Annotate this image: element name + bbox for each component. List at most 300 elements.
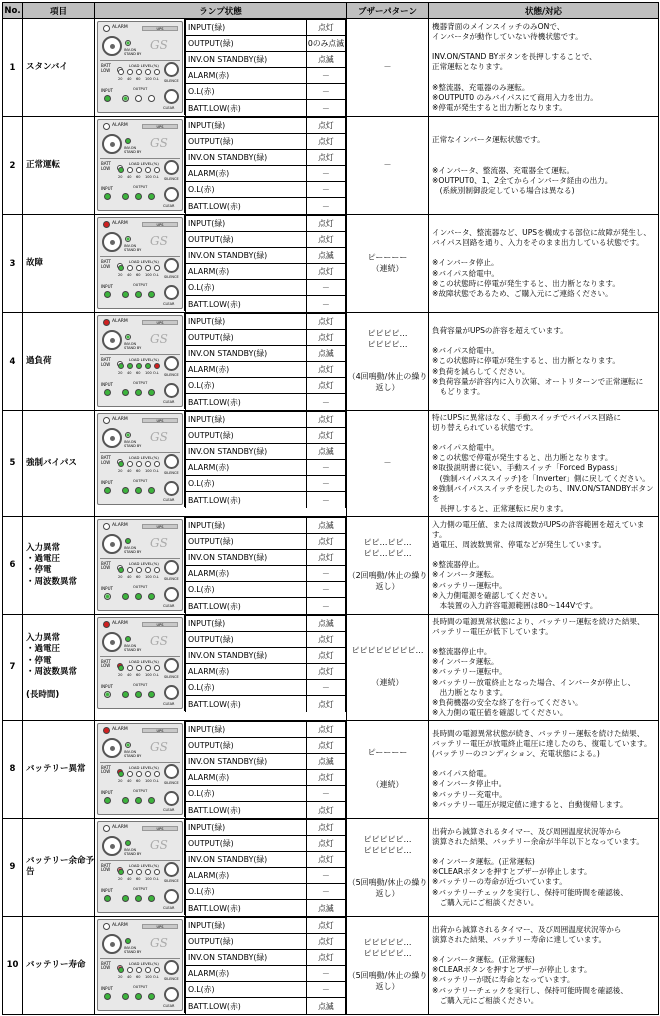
power-button-icon [102, 934, 122, 954]
output-led-icon [148, 389, 155, 396]
lamp-name: INPUT(緑) [186, 615, 307, 631]
panel-inv-label: INV.ON STAND BY [124, 749, 142, 758]
silence-button-icon [164, 258, 179, 273]
brand-logo: GS [150, 38, 168, 52]
load-led-icon [145, 461, 151, 467]
panel-clear-label: CLEAR [163, 204, 175, 208]
level-num: O.L [153, 974, 159, 979]
alarm-led-icon [103, 221, 110, 228]
lamp-state: 点灯 [306, 664, 345, 680]
lamp-cell [95, 117, 347, 215]
load-led-icon [136, 265, 142, 271]
lamp-name: ALARM(赤) [186, 770, 307, 786]
lamp-state-row [186, 566, 346, 582]
lamp-state: 点灯 [306, 770, 345, 786]
brand-logo: GS [150, 535, 168, 550]
panel-input-label: INPUT [101, 683, 113, 689]
lamp-state: 点灯 [306, 314, 345, 330]
lamp-name: O.L(赤) [186, 982, 307, 998]
panel-silence-label: SILENCE [164, 576, 179, 581]
output-led-icon [135, 389, 142, 396]
level-num: 100 [145, 974, 152, 979]
panel-batt-label: BATT LOW [101, 560, 111, 571]
row-no: 5 [3, 411, 23, 517]
load-led-icon [118, 265, 124, 271]
lamp-state-table [185, 117, 346, 214]
lamp-name: O.L(赤) [186, 476, 307, 492]
status-description: 特にUPSに異常はなく、手動スイッチでバイパス回路に 切り替えられている状態です。 ※バイパス給電中。 ※この状態で停電が発生すると、出力断となります。 ※取扱説明書に従い、手動スイッチ「Forced Bypass」 (強制バイパススイッチ)を「Inverter」側に戻してください。 ※強制バイパススイッチを戻したのち、INV.ON/STANDBYボタンを 長押しすると、正常運転に戻ります。 [429, 411, 659, 517]
lamp-state: － [306, 868, 345, 884]
output-led-icon [122, 593, 129, 600]
lamp-name: INPUT(緑) [186, 20, 307, 36]
panel-input-label: INPUT [101, 186, 113, 191]
output-led-icon [135, 193, 142, 200]
lamp-state: 点灯 [306, 362, 345, 378]
alarm-led-icon [103, 621, 110, 628]
level-num: 100 [145, 273, 152, 277]
lamp-state-row [186, 998, 346, 1014]
lamp-name: BATT.LOW(赤) [186, 598, 307, 614]
status-description: 負荷容量がUPSの許容を超えています。 ※バイパス給電中。 ※この状態時に停電が発生すると、出力断となります。 ※負荷を減らしてください。 ※負荷容量が許容内に入り次第、オートリターンで正常運転に もどります。 [429, 313, 659, 411]
panel-load-label: LOAD LEVEL(%) [129, 259, 159, 264]
panel-divider [100, 860, 180, 861]
lamp-name: O.L(赤) [186, 884, 307, 900]
output-led-icon [135, 95, 142, 102]
output-led-icon [135, 691, 142, 698]
table-row [3, 215, 659, 313]
lamp-state-row [186, 166, 346, 182]
lamp-state-table [185, 19, 346, 116]
output-led-icon [135, 291, 142, 298]
level-num: 100 [145, 469, 152, 473]
lamp-state-row [186, 460, 346, 476]
status-description: 長時間の電源異常状態が続き、バッテリー運転を続けた結果、 バッテリー電圧が放電終止電圧に達したのち、復電しています。 (バッテリーのコンディション、充電状態による。) ※バイパス給電。 ※インバータ停止中。 ※バッテリー充電中。 ※バッテリー電圧が規定値に達すると、自動復帰します。 [429, 720, 659, 818]
panel-output-label: OUTPUT [133, 788, 148, 793]
lamp-state-row [186, 476, 346, 492]
load-led-icon [127, 69, 133, 75]
lamp-name: ALARM(赤) [186, 868, 307, 884]
inv-led-icon [125, 938, 131, 944]
level-num: 100 [145, 778, 152, 783]
clear-button-icon [164, 889, 179, 904]
lamp-cell [95, 411, 347, 517]
lamp-name: ALARM(赤) [186, 566, 307, 582]
level-num: 100 [145, 672, 152, 677]
lamp-state: 点灯 [306, 534, 345, 550]
lamp-state-row [186, 835, 346, 851]
lamp-name: INV.ON STANDBY(緑) [186, 754, 307, 770]
input-led-icon [104, 193, 111, 200]
lamp-cell [95, 614, 347, 720]
load-led-icon [154, 567, 160, 573]
lamp-state: 点灯 [306, 721, 345, 737]
panel-logo: UPS [142, 826, 178, 831]
clear-button-icon [164, 187, 179, 202]
lamp-state: － [306, 966, 345, 982]
table-row [3, 818, 659, 916]
panel-load-label: LOAD LEVEL(%) [129, 862, 159, 868]
panel-clear-label: CLEAR [163, 701, 175, 706]
lamp-name: BATT.LOW(赤) [186, 900, 307, 916]
row-no: 6 [3, 516, 23, 614]
lamp-state: － [306, 460, 345, 476]
lamp-state-row [186, 84, 346, 100]
lamp-state: 点灯 [306, 696, 345, 712]
lamp-state: － [306, 100, 345, 116]
panel-clear-label: CLEAR [163, 498, 175, 502]
panel-clear-label: CLEAR [163, 603, 175, 608]
brand-logo: GS [150, 234, 168, 248]
status-description: 機器背面のメインスイッチのみONで、 インバータが動作していない待機状態です。 INV.ON/STAND BYボタンを長押しすることで、 正常運転となります。 ※整流器、充電器のみ運転。 ※OUTPUT0 のみバイパスにて商用入力を出力。 ※停電が発生すると出力断となります。 [429, 19, 659, 117]
header-buzzer: ブザーパターン [347, 3, 429, 19]
lamp-name: BATT.LOW(赤) [186, 100, 307, 116]
alarm-led-icon [103, 319, 110, 326]
lamp-state-row [186, 428, 346, 444]
load-led-icon [136, 69, 142, 75]
panel-logo: UPS [142, 622, 178, 627]
lamp-name: INPUT(緑) [186, 721, 307, 737]
panel-load-label: LOAD LEVEL(%) [129, 658, 159, 664]
row-item: 強制バイパス [23, 411, 95, 517]
buzzer-pattern: ピーーーー （連続） [347, 720, 429, 818]
panel-load-label: LOAD LEVEL(%) [129, 560, 159, 566]
panel-inv-label: INV.ON STAND BY [124, 847, 142, 856]
panel-batt-label: BATT LOW [101, 357, 111, 367]
lamp-state-row [186, 314, 346, 330]
lamp-state: 点灯 [306, 330, 345, 346]
lamp-state-row [186, 100, 346, 116]
lamp-name: INV.ON STANDBY(緑) [186, 444, 307, 460]
load-led-icon [127, 363, 133, 369]
level-num: O.L [153, 77, 159, 81]
output-led-icon [148, 487, 155, 494]
panel-output-label: OUTPUT [133, 479, 148, 483]
panel-input-label: INPUT [101, 585, 113, 591]
panel-alarm-label: ALARM [112, 417, 128, 422]
lamp-state-row [186, 444, 346, 460]
buzzer-pattern: ピピ…ピピ… ピピ…ピピ… （2回鳴動/休止の繰り返し） [347, 516, 429, 614]
lamp-name: INPUT(緑) [186, 216, 307, 232]
load-led-icon [127, 869, 133, 875]
lamp-name: INV.ON STANDBY(緑) [186, 346, 307, 362]
lamp-cell [95, 516, 347, 614]
output-led-icon [122, 993, 129, 1000]
lamp-state: － [306, 786, 345, 802]
level-num: 40 [127, 778, 132, 783]
lamp-name: ALARM(赤) [186, 166, 307, 182]
lamp-name: INV.ON STANDBY(緑) [186, 248, 307, 264]
status-description: 出荷から減算されるタイマー、及び周囲温度状況等から 演算された結果、バッテリー余命が半年以下となっています。 ※インバータ運転。(正常運転) ※CLEARボタンを押すとブザーが停止します。 ※バッテリーの寿命が近づいています。 ※バッテリーチェックを実行し、保持可能時間を確認後、 ご購入元にご相談ください。 [429, 818, 659, 916]
lamp-name: ALARM(赤) [186, 966, 307, 982]
lamp-state-table [185, 215, 346, 312]
panel-divider [100, 60, 180, 61]
brand-logo: GS [150, 633, 168, 648]
level-num: 60 [136, 672, 141, 677]
input-led-icon [104, 993, 111, 1000]
panel-load-label: LOAD LEVEL(%) [129, 960, 159, 966]
row-no: 9 [3, 818, 23, 916]
lamp-state-row [186, 118, 346, 134]
output-led-icon [122, 797, 129, 804]
lamp-state: 点滅 [306, 754, 345, 770]
lamp-name: OUTPUT(緑) [186, 835, 307, 851]
silence-button-icon [164, 862, 179, 877]
alarm-led-icon [103, 25, 110, 32]
lamp-state: 点滅 [306, 517, 345, 533]
panel-inv-label: INV.ON STAND BY [124, 643, 142, 652]
output-led-icon [148, 95, 155, 102]
load-led-icon [154, 967, 160, 973]
level-num: O.L [153, 273, 159, 277]
lamp-state: 点灯 [306, 917, 345, 933]
level-num: 40 [127, 672, 132, 677]
output-led-icon [135, 797, 142, 804]
panel-batt-label: BATT LOW [101, 658, 111, 669]
output-led-icon [148, 895, 155, 902]
row-no: 3 [3, 215, 23, 313]
output-led-icon [122, 95, 129, 102]
buzzer-pattern: ピピピピピ… ピピピピピ… （5回鳴動/休止の繰り返し） [347, 818, 429, 916]
silence-button-icon [164, 960, 179, 975]
lamp-state-row [186, 802, 346, 818]
lamp-state-table [185, 411, 346, 508]
level-num: 60 [136, 371, 141, 375]
lamp-cell [95, 215, 347, 313]
lamp-state: 点灯 [306, 933, 345, 949]
load-led-icon [136, 967, 142, 973]
output-led-icon [122, 291, 129, 298]
alarm-led-icon [103, 825, 110, 832]
lamp-state-row [186, 182, 346, 198]
level-num: 40 [127, 469, 132, 473]
status-description: 出荷から減算されるタイマー、及び周囲温度状況等から 演算された結果、バッテリー寿命に達しています。 ※インバータ運転。(正常運転) ※CLEARボタンを押すとブザーが停止します。 ※バッテリーが既に寿命となっています。 ※バッテリーチェックを実行し、保持可能時間を確認後、 ご購入元にご相談ください。 [429, 916, 659, 1014]
lamp-name: BATT.LOW(赤) [186, 492, 307, 508]
row-no: 4 [3, 313, 23, 411]
row-no: 1 [3, 19, 23, 117]
lamp-state-row [186, 68, 346, 84]
silence-button-icon [164, 658, 179, 673]
lamp-state: 点灯 [306, 232, 345, 248]
input-led-icon [104, 895, 111, 902]
alarm-led-icon [103, 923, 110, 930]
row-item: 故障 [23, 215, 95, 313]
lamp-state: － [306, 566, 345, 582]
lamp-name: O.L(赤) [186, 280, 307, 296]
input-led-icon [104, 95, 111, 102]
panel-output-label: OUTPUT [133, 381, 148, 385]
lamp-state-row [186, 615, 346, 631]
lamp-state: － [306, 982, 345, 998]
panel-divider [100, 354, 180, 355]
panel-silence-label: SILENCE [164, 471, 179, 475]
lamp-state-row [186, 412, 346, 428]
row-no: 8 [3, 720, 23, 818]
input-led-icon [104, 291, 111, 298]
output-led-icon [122, 487, 129, 494]
level-num: 20 [118, 77, 123, 81]
lamp-state: － [306, 280, 345, 296]
lamp-name: INPUT(緑) [186, 118, 307, 134]
lamp-name: INV.ON STANDBY(緑) [186, 52, 307, 68]
level-num: 40 [127, 974, 132, 979]
load-led-icon [136, 461, 142, 467]
output-led-icon [148, 797, 155, 804]
power-button-icon [102, 428, 122, 448]
lamp-name: OUTPUT(緑) [186, 737, 307, 753]
lamp-state-table [185, 517, 346, 614]
panel-clear-label: CLEAR [163, 106, 175, 110]
lamp-state-row [186, 721, 346, 737]
level-num: 100 [145, 371, 152, 375]
lamp-state-row [186, 982, 346, 998]
lamp-name: OUTPUT(緑) [186, 134, 307, 150]
silence-button-icon [164, 454, 179, 469]
table-row [3, 117, 659, 215]
level-num: 60 [136, 273, 141, 277]
status-description: 長時間の電源異常状態により、バッテリー運転を続けた結果、 バッテリー電圧が低下しています。 ※整流器停止中。 ※インバータ運転。 ※バッテリー運転中。 ※バッテリー放電終止となった場合、インバータが停止し、 出力断となります。 ※負荷機器の安全な終了を行ってください。 ※入力側の電圧値を確認してください。 [429, 614, 659, 720]
panel-silence-label: SILENCE [164, 373, 179, 377]
lamp-state-row [186, 786, 346, 802]
level-num: 20 [118, 469, 123, 473]
panel-silence-label: SILENCE [164, 976, 179, 981]
buzzer-pattern: － [347, 19, 429, 117]
lamp-name: INPUT(緑) [186, 819, 307, 835]
panel-alarm-label: ALARM [112, 123, 128, 128]
lamp-state-row [186, 737, 346, 753]
load-led-icon [145, 869, 151, 875]
level-num: 100 [145, 77, 152, 81]
lamp-state-row [186, 632, 346, 648]
row-item: 入力異常 ・過電圧 ・停電 ・周波数異常 (長時間) [23, 614, 95, 720]
lamp-state: － [306, 296, 345, 312]
clear-button-icon [164, 685, 179, 700]
silence-button-icon [164, 764, 179, 779]
panel-batt-label: BATT LOW [101, 960, 111, 971]
load-led-icon [145, 69, 151, 75]
lamp-state: 点灯 [306, 264, 345, 280]
lamp-name: INPUT(緑) [186, 517, 307, 533]
lamp-state: － [306, 198, 345, 214]
power-button-icon [102, 330, 122, 350]
status-description: 正常なインバータ運転状態です。 ※インバータ、整流器、充電器全て運転。 ※OUTPUT0、1、2全てからインバータ経由の出力。 (系統別制御設定している場合は異なる) [429, 117, 659, 215]
panel-inv-label: INV.ON STAND BY [124, 945, 142, 954]
lamp-name: OUTPUT(緑) [186, 232, 307, 248]
level-num: O.L [153, 371, 159, 375]
panel-inv-label: INV.ON STAND BY [124, 342, 142, 350]
panel-batt-label: BATT LOW [101, 161, 111, 171]
panel-inv-label: INV.ON STAND BY [124, 244, 142, 252]
lamp-state-row [186, 232, 346, 248]
panel-logo: UPS [142, 418, 178, 423]
lamp-state: 点灯 [306, 632, 345, 648]
lamp-state-row [186, 680, 346, 696]
level-num: 20 [118, 876, 123, 881]
row-no: 7 [3, 614, 23, 720]
silence-button-icon [164, 160, 179, 175]
lamp-state: 点滅 [306, 248, 345, 264]
power-button-icon [102, 134, 122, 154]
panel-alarm-label: ALARM [112, 726, 128, 732]
lamp-state: 点灯 [306, 118, 345, 134]
load-led-icon [154, 69, 160, 75]
lamp-state: － [306, 680, 345, 696]
brand-logo: GS [150, 739, 168, 754]
inv-led-icon [125, 236, 131, 242]
row-item: バッテリー寿命 [23, 916, 95, 1014]
table-row [3, 411, 659, 517]
row-item: 正常運転 [23, 117, 95, 215]
level-num: 60 [136, 778, 141, 783]
panel-input-label: INPUT [101, 789, 113, 795]
panel-logo: UPS [142, 124, 178, 129]
lamp-state-row [186, 917, 346, 933]
lamp-state-row [186, 966, 346, 982]
load-led-icon [136, 665, 142, 671]
lamp-state-table [185, 615, 346, 712]
buzzer-pattern: ピーーーー （連続） [347, 215, 429, 313]
row-item: 入力異常 ・過電圧 ・停電 ・周波数異常 [23, 516, 95, 614]
panel-silence-label: SILENCE [164, 674, 179, 679]
lamp-state: 点灯 [306, 819, 345, 835]
level-num: 20 [118, 672, 123, 677]
level-num: 60 [136, 469, 141, 473]
lamp-state: 点滅 [306, 900, 345, 916]
load-led-icon [127, 265, 133, 271]
status-table [2, 2, 659, 1015]
buzzer-pattern: － [347, 117, 429, 215]
panel-alarm-label: ALARM [112, 922, 128, 928]
load-led-icon [154, 771, 160, 777]
lamp-name: BATT.LOW(赤) [186, 696, 307, 712]
row-no: 10 [3, 916, 23, 1014]
output-led-icon [135, 895, 142, 902]
lamp-state-row [186, 648, 346, 664]
lamp-state-row [186, 754, 346, 770]
lamp-cell [95, 720, 347, 818]
panel-output-label: OUTPUT [133, 283, 148, 287]
level-num: O.L [153, 778, 159, 783]
lamp-state-row [186, 394, 346, 410]
level-num: 20 [118, 574, 123, 579]
lamp-state: － [306, 68, 345, 84]
clear-button-icon [164, 987, 179, 1002]
panel-load-label: LOAD LEVEL(%) [129, 455, 159, 460]
panel-clear-label: CLEAR [163, 807, 175, 812]
inv-led-icon [125, 334, 131, 340]
lamp-state: 点灯 [306, 852, 345, 868]
panel-alarm-label: ALARM [112, 25, 128, 30]
panel-silence-label: SILENCE [164, 177, 179, 181]
output-led-icon [122, 895, 129, 902]
lamp-name: OUTPUT(緑) [186, 330, 307, 346]
lamp-cell [95, 916, 347, 1014]
lamp-state-table [185, 917, 346, 1014]
level-num: 60 [136, 77, 141, 81]
lamp-state: 点灯 [306, 134, 345, 150]
brand-logo: GS [150, 430, 168, 444]
lamp-name: ALARM(赤) [186, 664, 307, 680]
lamp-state-row [186, 696, 346, 712]
lamp-state-row [186, 52, 346, 68]
load-led-icon [145, 967, 151, 973]
inv-led-icon [125, 138, 131, 144]
clear-button-icon [164, 383, 179, 398]
silence-button-icon [164, 62, 179, 77]
panel-load-label: LOAD LEVEL(%) [129, 63, 159, 68]
lamp-state: － [306, 476, 345, 492]
table-row [3, 614, 659, 720]
lamp-state-row [186, 378, 346, 394]
